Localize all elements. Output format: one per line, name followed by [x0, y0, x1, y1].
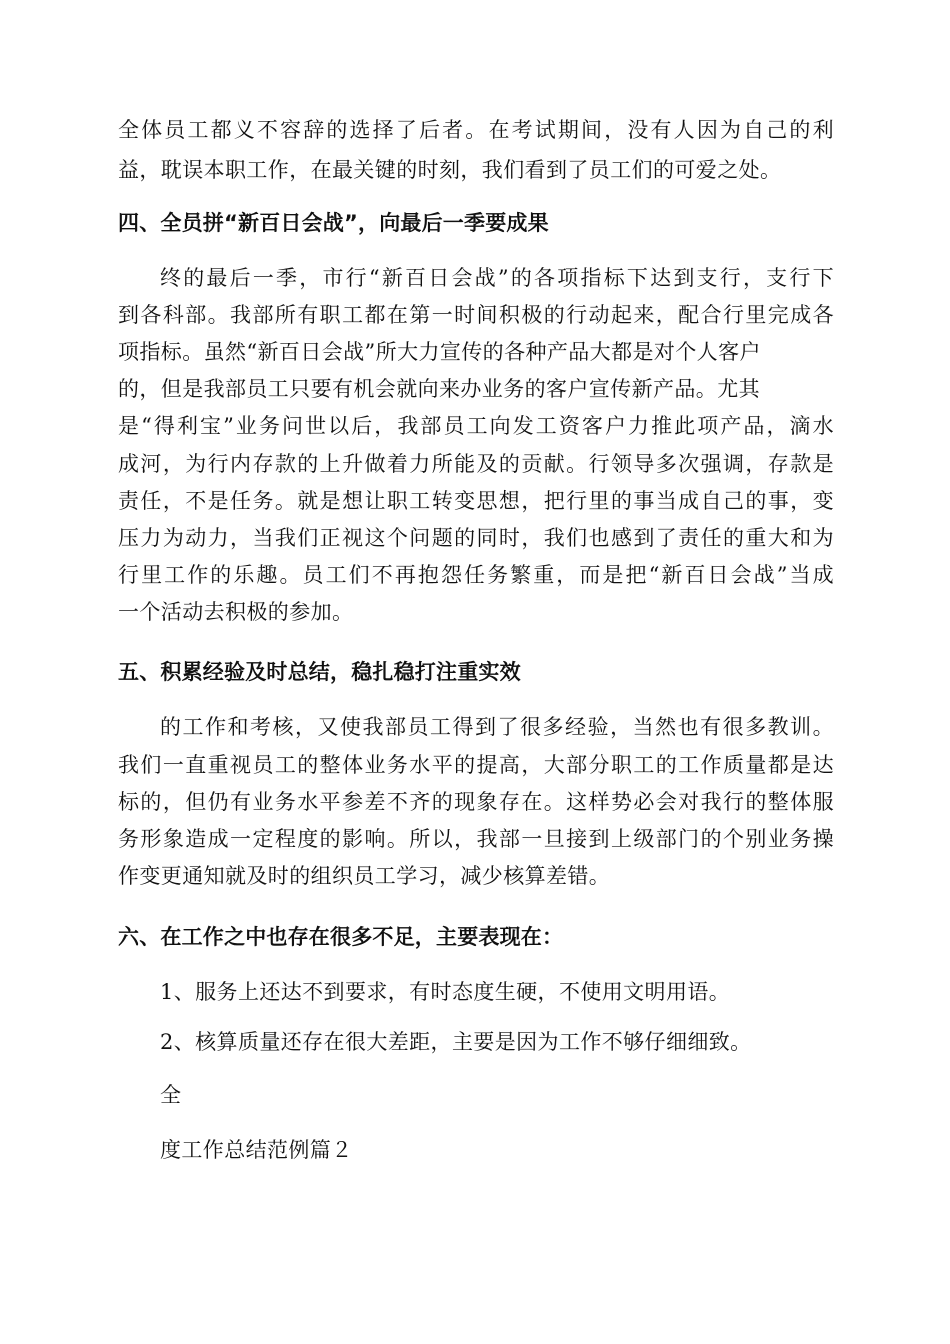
paragraph-line: 行里工作的乐趣。员工们不再抱怨任务繁重，而是把“新百日会战”当成 — [118, 563, 834, 587]
paragraph-line: 务形象造成一定程度的影响。所以，我部一旦接到上级部门的个别业务操 — [118, 827, 834, 851]
paragraph-line: 作变更通知就及时的组织员工学习，减少核算差错。 — [118, 864, 611, 888]
paragraph-line: 一个活动去积极的参加。 — [118, 600, 354, 624]
paragraph-line: 标的，但仍有业务水平参差不齐的现象存在。这样势必会对我行的整体服 — [118, 790, 834, 814]
paragraph-line: 的，但是我部员工只要有机会就向来办业务的客户宣传新产品。尤其 — [118, 377, 760, 401]
paragraph-line: 压力为动力，当我们正视这个问题的同时，我们也感到了责任的重大和为 — [118, 526, 834, 550]
section-heading-6: 六、在工作之中也存在很多不足，主要表现在： — [118, 925, 564, 949]
paragraph-line: 我们一直重视员工的整体业务水平的提高，大部分职工的工作质量都是达 — [118, 753, 834, 777]
list-item: 2、核算质量还存在很大差距，主要是因为工作不够仔细细致。 — [160, 1030, 752, 1054]
paragraph-line: 益，耽误本职工作，在最关键的时刻，我们看到了员工们的可爱之处。 — [118, 158, 782, 182]
paragraph-line: 是“得利宝”业务问世以后，我部员工向发工资客户力推此项产品，滴水 — [118, 414, 834, 438]
paragraph-line: 项指标。虽然“新百日会战”所大力宣传的各种产品大都是对个人客户 — [118, 340, 761, 364]
list-item: 1、服务上还达不到要求，有时态度生硬，不使用文明用语。 — [160, 980, 731, 1004]
paragraph-line: 终的最后一季，市行“新百日会战”的各项指标下达到支行，支行下 — [160, 266, 834, 290]
paragraph-line: 责任，不是任务。就是想让职工转变思想，把行里的事当成自己的事，变 — [118, 489, 834, 513]
paragraph-line: 全体员工都义不容辞的选择了后者。在考试期间，没有人因为自己的利 — [118, 118, 834, 142]
section-heading-4: 四、全员拼“新百日会战”，向最后一季要成果 — [118, 211, 549, 235]
section-heading-5: 五、积累经验及时总结，稳扎稳打注重实效 — [118, 660, 521, 684]
text-fragment: 度工作总结范例篇２ — [160, 1138, 353, 1162]
paragraph-line: 到各科部。我部所有职工都在第一时间积极的行动起来，配合行里完成各 — [118, 303, 834, 327]
paragraph-line: 的工作和考核，又使我部员工得到了很多经验，当然也有很多教训。 — [160, 715, 834, 739]
text-fragment: 全 — [160, 1083, 182, 1107]
paragraph-line: 成河，为行内存款的上升做着力所能及的贡献。行领导多次强调，存款是 — [118, 452, 834, 476]
